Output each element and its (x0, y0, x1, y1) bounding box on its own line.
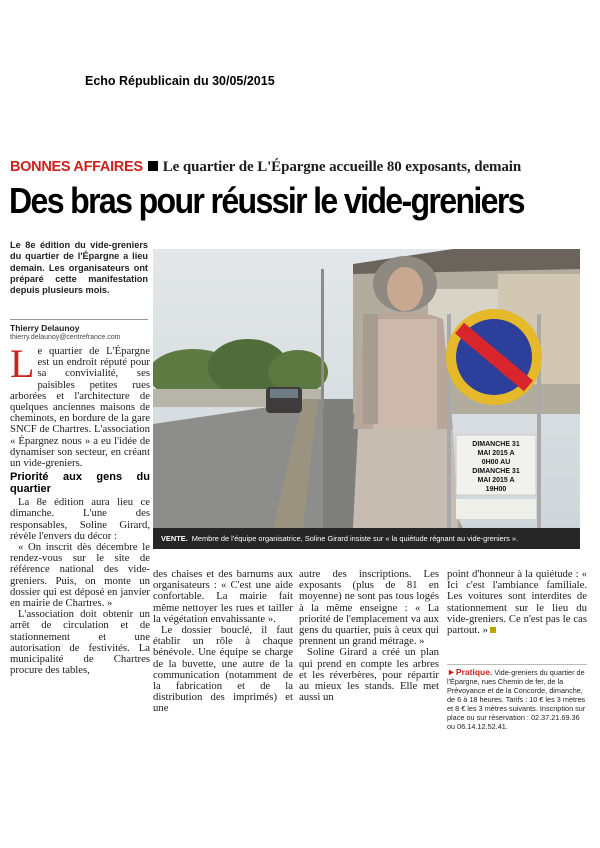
article-paragraph: autre des inscriptions. Les exposants (plus de 81 en moyenne) ne sont pas tous logés à la même enseigne : « La priorité de l'emplacement va aux gens du quartier, puis à ceux qui prennent un grand métrage. » (299, 568, 439, 648)
article-paragraph: Le dossier bouclé, il faut établir un rôle à chaque bénévole. Une équipe se charge de la buvette, une autre de la communication (notamment de la fabrication et de la distribution des imprimés) et une (153, 624, 293, 715)
photo-caption (153, 528, 580, 549)
sign-line: MAI 2015 A (477, 477, 515, 484)
article-subheading: Priorité aux gens du quartier (10, 471, 150, 495)
byline (10, 319, 148, 341)
article-paragraph: des chaises et des barnums aux organisateurs : « C'est une aide confortable. La mairie fait même nettoyer les rues et tailler la végétation envahissante ». (153, 568, 293, 625)
practical-label: Pratique. (455, 667, 493, 677)
caption-label: VENTE. (161, 534, 188, 543)
caption-text: Membre de l'équipe organisatrice, Soline Girard insiste sur « la quiétude régnant au vide-greniers ». (191, 534, 519, 543)
headline: Des bras pour réussir le vide-greniers (9, 180, 524, 221)
article-paragraph: point d'honneur à la quiétude : « Ici c'est l'ambiance familiale. Les voitures sont interdites de stationnement sur le lieu du vide-greniers. Ce n'est pas le cas partout. » (447, 568, 587, 637)
kicker-text: Le quartier de L'Épargne accueille 80 exposants, demain (162, 159, 522, 175)
article-paragraph: La 8e édition aura lieu ce dimanche. L'une des responsables, Soline Girard, révèle l'envers du décor : (10, 496, 150, 542)
sign-line: DIMANCHE 31 (472, 468, 520, 475)
article-column-2 (153, 569, 293, 715)
drop-cap: L (10, 341, 35, 386)
article-quote: « On inscrit dès décembre le rendez-vous sur le site de référence national des vide-greniers. Puis, on monte un dossier qui est déposé en janvier en mairie de Chartres. » (10, 541, 150, 610)
arrow-icon: ► (447, 667, 456, 677)
sign-line: 0H00 AU (481, 459, 511, 466)
article-photo (153, 249, 580, 528)
practical-text: Vide-greniers du quartier de l'Épargne, rues Chemin de fer, de la Prévoyance et de la Concorde, dimanche, de 6 à 18 heures. Tarifs : 10 € les 3 mètres et 8 € les 3 mètres suivants. Inscription sur place ou sur réservation : 02.37.21.69.36 ou 06.14.12.52.41. (447, 668, 586, 731)
article-paragraph: L'association doit obtenir un arrêt de circulation et de stationnement et une autorisation de festivités. La municipalité de Chartres procure des tables, (10, 608, 150, 677)
kicker (10, 159, 590, 176)
sign-line: MAI 2015 A (477, 450, 515, 457)
article-paragraph: Soline Girard a créé un plan qui prend en compte les arbres et les réverbères, pour répartir au mieux les stands. Elle met aussi un (299, 646, 439, 704)
square-bullet-icon (148, 161, 158, 171)
author-email: thierry.delaunoy@centrefrance.com (10, 334, 121, 341)
kicker-rubric: BONNES AFFAIRES (10, 159, 143, 175)
practical-info-box (447, 664, 587, 731)
end-mark-icon (490, 627, 496, 633)
sign-line: DIMANCHE 31 (472, 441, 520, 448)
photo-street-scene (153, 249, 580, 528)
article-paragraph: e quartier de L'Épargne est un endroit réputé pour sa convivialité, ses paisibles petites rues arborées et l'architecture de quelques anciennes maisons de cheminots, en bordure de la gare SNCF de Chartres. L'association « Épargnez nous » a eu l'idée de dynamiser son secteur, en créant un vide-greniers. (10, 345, 150, 470)
sign-line: 19H00 (485, 486, 507, 493)
article-column-4 (447, 569, 587, 636)
article-column-1 (10, 341, 150, 677)
article-column-3 (299, 569, 439, 703)
standfirst: Le 8e édition du vide-greniers du quartier de l'Épargne a lieu demain. Les organisateurs ont préparé cette manifestation depuis plusieurs mois. (10, 240, 148, 296)
author-name: Thierry Delaunoy (10, 323, 80, 333)
source-line: Echo Républicain du 30/05/2015 (85, 74, 275, 88)
